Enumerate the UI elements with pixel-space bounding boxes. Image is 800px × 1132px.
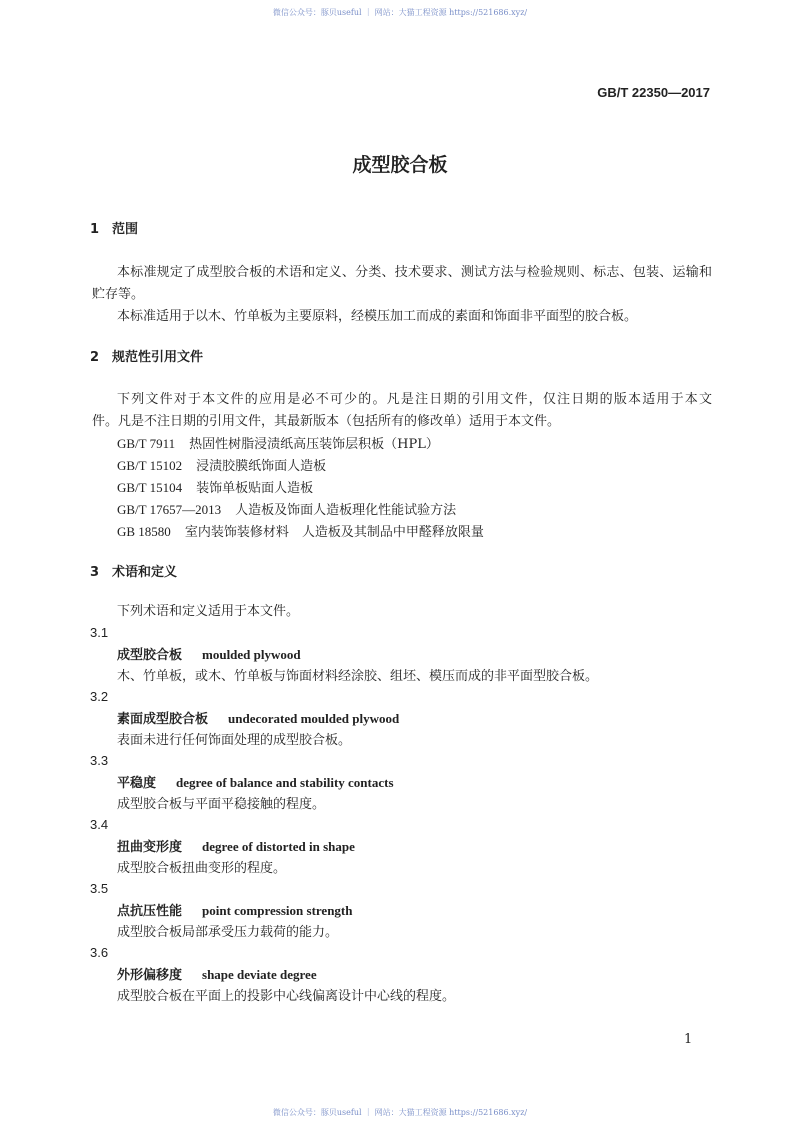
term-definition: 成型胶合板在平面上的投影中心线偏离设计中心线的程度。	[117, 989, 456, 1004]
reference-code: GB 18580	[117, 524, 171, 539]
term-number: 3.2	[90, 689, 109, 704]
reference-title: 装饰单板贴面人造板	[196, 481, 314, 496]
section-title: 术语和定义	[112, 565, 178, 580]
term-definition: 木、竹单板，或木、竹单板与饰面材料经涂胶、组坯、模压而成的非平面型胶合板。	[117, 669, 599, 684]
term-zh: 点抗压性能	[117, 904, 183, 919]
reference-title: 热固性树脂浸渍纸高压装饰层积板（HPL）	[189, 437, 439, 452]
term-zh: 平稳度	[117, 776, 157, 791]
term-zh: 成型胶合板	[117, 648, 183, 663]
terms-intro: 下列术语和定义适用于本文件。	[117, 604, 300, 619]
term-en: degree of distorted in shape	[202, 839, 355, 854]
term-number: 3.6	[90, 945, 109, 960]
section-number: 3	[90, 565, 100, 580]
reference-item	[117, 499, 456, 521]
watermark-bottom: 微信公众号：豚贝useful ｜ 网站：大猫工程资源 https://521686.xyz/	[272, 1108, 528, 1117]
reference-code: GB/T 17657—2013	[117, 502, 222, 517]
reference-code: GB/T 7911	[117, 436, 176, 451]
term-definition: 表面未进行任何饰面处理的成型胶合板。	[117, 733, 352, 748]
term-heading	[117, 900, 353, 922]
reference-item	[117, 477, 313, 499]
reference-title: 浸渍胶膜纸饰面人造板	[196, 459, 327, 474]
watermark-top: 微信公众号：豚贝useful ｜ 网站：大猫工程资源 https://521686.xyz/	[272, 8, 528, 17]
term-number: 3.4	[90, 817, 109, 832]
term-zh: 扭曲变形度	[117, 840, 183, 855]
section-heading-terms	[90, 562, 177, 584]
term-definition: 成型胶合板局部承受压力载荷的能力。	[117, 925, 339, 940]
term-en: undecorated moulded plywood	[228, 711, 400, 726]
reference-code: GB/T 15104	[117, 480, 183, 495]
reference-title: 人造板及饰面人造板理化性能试验方法	[235, 503, 457, 518]
section-number: 2	[90, 350, 100, 365]
term-number: 3.3	[90, 753, 109, 768]
reference-item	[117, 521, 484, 543]
page-number: 1	[684, 1032, 693, 1047]
term-definition: 成型胶合板扭曲变形的程度。	[117, 861, 287, 876]
reference-title: 室内装饰装修材料 人造板及其制品中甲醛释放限量	[184, 525, 484, 540]
reference-code: GB/T 15102	[117, 458, 183, 473]
reference-item	[117, 455, 326, 477]
reference-item	[117, 433, 439, 455]
term-heading	[117, 708, 399, 730]
page-title: 成型胶合板	[352, 154, 448, 176]
term-en: point compression strength	[202, 903, 353, 918]
paragraph-line: 本标准规定了成型胶合板的术语和定义、分类、技术要求、测试方法与检验规则、标志、包装、运输和	[117, 265, 712, 280]
paragraph-line: 下列文件对于本文件的应用是必不可少的。凡是注日期的引用文件，仅注日期的版本适用于本文	[117, 392, 712, 407]
standard-number: GB/T 22350—2017	[597, 85, 710, 100]
term-heading	[117, 772, 394, 794]
term-zh: 外形偏移度	[117, 968, 183, 983]
section-heading-references	[90, 347, 203, 369]
term-en: shape deviate degree	[202, 967, 317, 982]
section-title: 规范性引用文件	[112, 350, 204, 365]
term-en: moulded plywood	[202, 647, 301, 662]
section-number: 1	[90, 222, 100, 237]
term-zh: 素面成型胶合板	[117, 712, 209, 727]
term-number: 3.5	[90, 881, 109, 896]
term-en: degree of balance and stability contacts	[176, 775, 394, 790]
term-number: 3.1	[90, 625, 109, 640]
paragraph-line: 件。凡是不注日期的引用文件，其最新版本（包括所有的修改单）适用于本文件。	[92, 414, 561, 429]
paragraph-line: 贮存等。	[92, 287, 145, 302]
term-definition: 成型胶合板与平面平稳接触的程度。	[117, 797, 326, 812]
term-heading	[117, 964, 317, 986]
section-heading-scope	[90, 219, 138, 241]
section-title: 范围	[112, 222, 139, 237]
term-heading	[117, 836, 355, 858]
paragraph-line: 本标准适用于以木、竹单板为主要原料，经模压加工而成的素面和饰面非平面型的胶合板。	[117, 309, 638, 324]
term-heading	[117, 644, 301, 666]
